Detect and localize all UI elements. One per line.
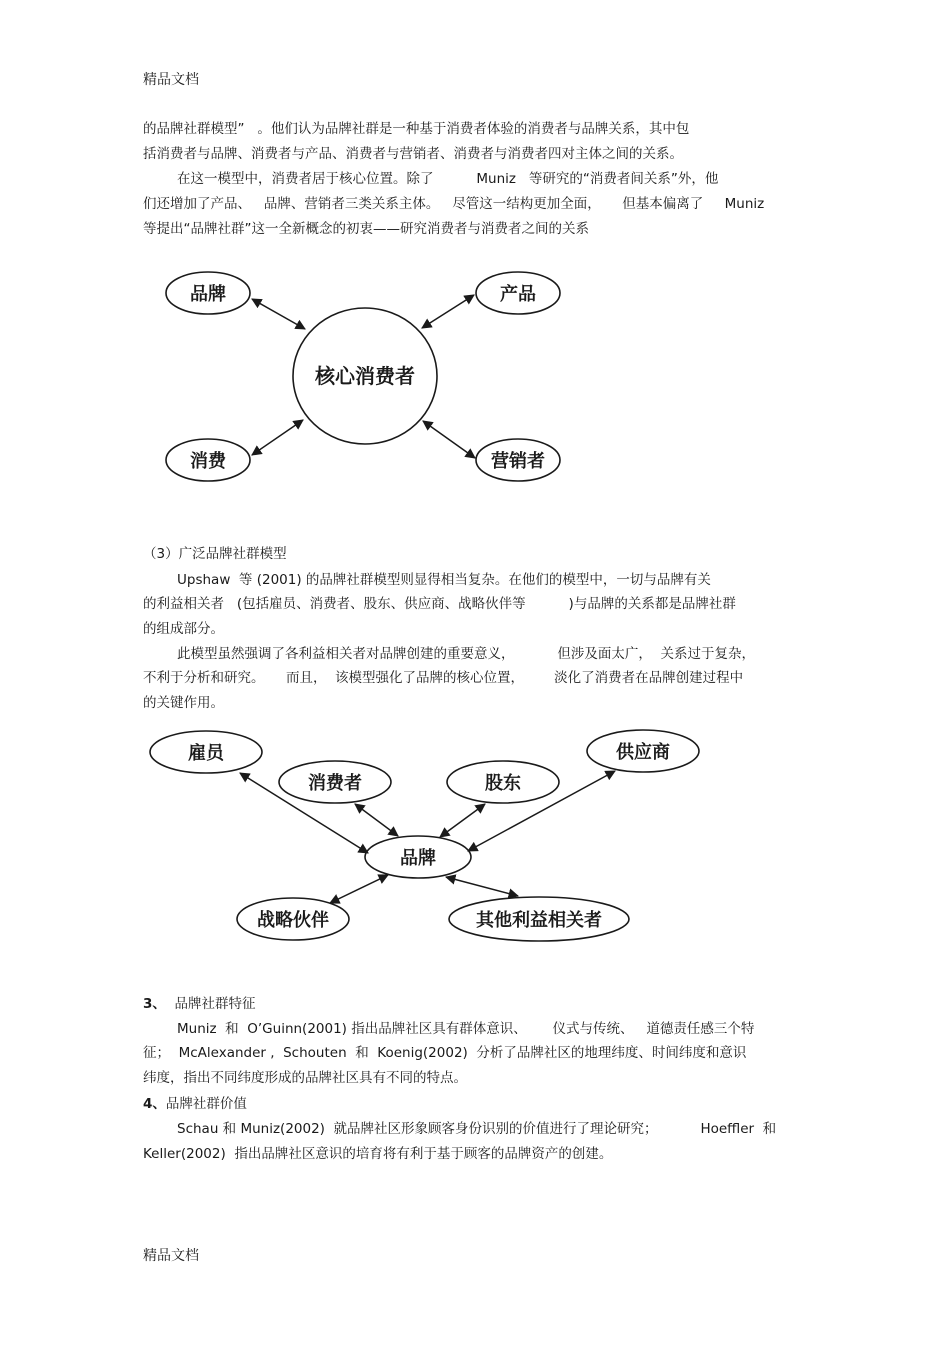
- paragraph-line: Upshaw 等 (2001) 的品牌社群模型则显得相当复杂。在他们的模型中，一切与品牌有关: [177, 572, 711, 588]
- top-right-label: 产品: [500, 284, 536, 305]
- section-number: 3、: [143, 996, 166, 1012]
- core-consumer-diagram: [150, 255, 580, 500]
- paragraph-line: 等提出“品牌社群”这一全新概念的初衷——研究消费者与消费者之间的关系: [143, 221, 589, 237]
- brand-label: 品牌: [400, 848, 436, 869]
- paragraph-line: Keller(2002) 指出品牌社区意识的培育将有利于基于顾客的品牌资产的创建。: [143, 1146, 613, 1162]
- consumer-label: 消费者: [308, 773, 362, 794]
- paragraph-line: Muniz 和 O’Guinn(2001) 指出品牌社区具有群体意识、 仪式与传统、 道德责任感三个特: [177, 1021, 755, 1037]
- supplier-label: 供应商: [616, 742, 670, 763]
- section-4-heading: [143, 1096, 247, 1112]
- page-footer: 精品文档: [143, 1248, 199, 1264]
- paragraph-line: 此模型虽然强调了各利益相关者对品牌创建的重要意义， 但涉及面太广， 关系过于复杂，: [177, 646, 755, 662]
- edge-partner: [330, 875, 388, 903]
- paragraph-line: 在这一模型中，消费者居于核心位置。除了 Muniz 等研究的“消费者间关系”外，他: [177, 171, 719, 187]
- paragraph-line: Schau 和 Muniz(2002) 就品牌社区形象顾客身份识别的价值进行了理论研究； Hoeffler 和: [177, 1121, 777, 1137]
- section-heading: （3）广泛品牌社群模型: [143, 546, 287, 562]
- paragraph-line: 纬度，指出不同纬度形成的品牌社区具有不同的特点。: [143, 1070, 467, 1086]
- edge-top-right: [422, 295, 474, 328]
- edge-consumer: [355, 804, 398, 836]
- section-number: 4、: [143, 1096, 166, 1112]
- page-header: 精品文档: [143, 72, 199, 88]
- paragraph-line: 括消费者与品牌、消费者与产品、消费者与营销者、消费者与消费者四对主体之间的关系。: [143, 146, 683, 162]
- broad-brand-community-diagram: [140, 725, 710, 950]
- paragraph-line: 的关键作用。: [143, 695, 224, 711]
- top-left-label: 品牌: [190, 284, 226, 305]
- paragraph-line: 的组成部分。: [143, 621, 224, 637]
- edge-bottom-right: [423, 421, 475, 458]
- paragraph-line: 的利益相关者 (包括雇员、消费者、股东、供应商、战略伙伴等 )与品牌的关系都是品牌社群: [143, 596, 736, 612]
- edge-bottom-left: [252, 420, 303, 455]
- partner-label: 战略伙伴: [257, 910, 329, 931]
- bottom-left-label: 消费: [190, 451, 226, 472]
- section-title: 品牌社群价值: [165, 1096, 247, 1112]
- paragraph-line: 征； McAlexander , Schouten 和 Koenig(2002) 分析了品牌社区的地理纬度、时间纬度和意识: [143, 1045, 747, 1061]
- section-title: 品牌社群特征: [165, 996, 256, 1012]
- bottom-right-label: 营销者: [491, 451, 545, 472]
- employee-label: 雇员: [188, 743, 224, 764]
- edge-others: [446, 877, 518, 896]
- shareholder-label: 股东: [485, 773, 521, 794]
- center-label: 核心消费者: [315, 364, 415, 388]
- others-label: 其他利益相关者: [476, 910, 602, 931]
- edge-shareholder: [440, 804, 485, 837]
- edge-top-left: [252, 299, 305, 329]
- paragraph-line: 不利于分析和研究。 而且， 该模型强化了品牌的核心位置， 淡化了消费者在品牌创建过程中: [143, 670, 744, 686]
- paragraph-line: 的品牌社群模型” 。他们认为品牌社群是一种基于消费者体验的消费者与品牌关系，其中包: [143, 121, 690, 137]
- paragraph-line: 们还增加了产品、 品牌、营销者三类关系主体。 尽管这一结构更加全面， 但基本偏离了 Muniz: [143, 196, 765, 212]
- section-3-heading: [143, 996, 256, 1012]
